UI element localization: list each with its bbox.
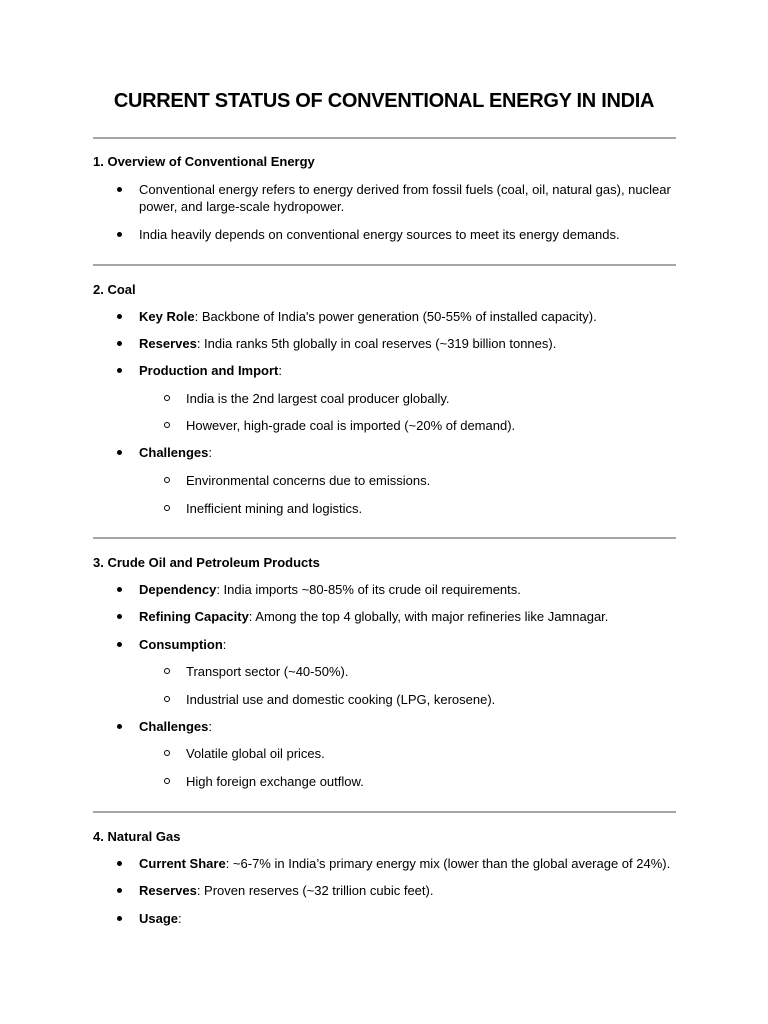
list-item — [139, 444, 679, 461]
divider — [93, 264, 676, 266]
list-item — [139, 335, 679, 352]
item-label: Current Share — [139, 856, 226, 871]
item-text: : Proven reserves (~32 trillion cubic feet). — [196, 883, 434, 898]
item-label: Production and Import — [139, 363, 279, 378]
item-label: Usage — [139, 911, 179, 926]
list-item — [139, 636, 679, 653]
item-text: : India ranks 5th globally in coal reserves (~319 billion tonnes). — [196, 336, 557, 351]
sub-list-item: India is the 2nd largest coal producer globally. — [186, 390, 676, 407]
item-text: : — [222, 637, 227, 652]
section-heading-natural-gas: 4. Natural Gas — [93, 829, 181, 844]
item-label: Challenges — [139, 445, 209, 460]
sub-list-item: However, high-grade coal is imported (~20% of demand). — [186, 417, 676, 434]
item-label: Consumption — [139, 637, 223, 652]
section-heading-crude-oil: 3. Crude Oil and Petroleum Products — [93, 555, 320, 570]
sub-list-item: Industrial use and domestic cooking (LPG, kerosene). — [186, 691, 676, 708]
item-text: : Among the top 4 globally, with major refineries like Jamnagar. — [248, 609, 609, 624]
item-text: : ~6-7% in India’s primary energy mix (lower than the global average of 24%). — [225, 856, 671, 871]
item-text: : Backbone of India's power generation (50-55% of installed capacity). — [194, 309, 597, 324]
item-label: Reserves — [139, 883, 197, 898]
item-label: Key Role — [139, 309, 195, 324]
item-label: Reserves — [139, 336, 197, 351]
item-label: Dependency — [139, 582, 217, 597]
section-heading-overview: 1. Overview of Conventional Energy — [93, 154, 315, 169]
sub-list-item: Transport sector (~40-50%). — [186, 663, 676, 680]
list-item — [139, 581, 679, 598]
item-text: : India imports ~80-85% of its crude oil requirements. — [216, 582, 521, 597]
sub-list-item: Volatile global oil prices. — [186, 745, 676, 762]
list-item: India heavily depends on conventional energy sources to meet its energy demands. — [139, 226, 679, 243]
list-item — [139, 181, 679, 215]
sub-list-item: Environmental concerns due to emissions. — [186, 472, 676, 489]
page-title: CURRENT STATUS OF CONVENTIONAL ENERGY IN INDIA — [113, 90, 655, 112]
item-text: : — [208, 719, 212, 734]
list-item-text: power, and large-scale hydropower. — [139, 199, 345, 214]
list-item — [139, 608, 679, 625]
item-text: : — [208, 445, 212, 460]
list-item-text: Conventional energy refers to energy derived from fossil fuels (coal, oil, natural gas), nuclear — [139, 182, 671, 197]
sub-list-item: Inefficient mining and logistics. — [186, 500, 676, 517]
section-heading-coal: 2. Coal — [93, 282, 136, 297]
sub-list-item: High foreign exchange outflow. — [186, 773, 676, 790]
list-item — [139, 308, 679, 325]
list-item — [139, 718, 679, 735]
divider — [93, 811, 676, 813]
divider — [93, 137, 676, 139]
item-label: Challenges — [139, 719, 209, 734]
item-label: Refining Capacity — [139, 609, 249, 624]
divider — [93, 537, 676, 539]
list-item — [139, 855, 679, 872]
item-text: : — [178, 911, 182, 926]
list-item — [139, 882, 679, 899]
item-text: : — [278, 363, 283, 378]
list-item — [139, 362, 679, 379]
list-item — [139, 910, 679, 927]
